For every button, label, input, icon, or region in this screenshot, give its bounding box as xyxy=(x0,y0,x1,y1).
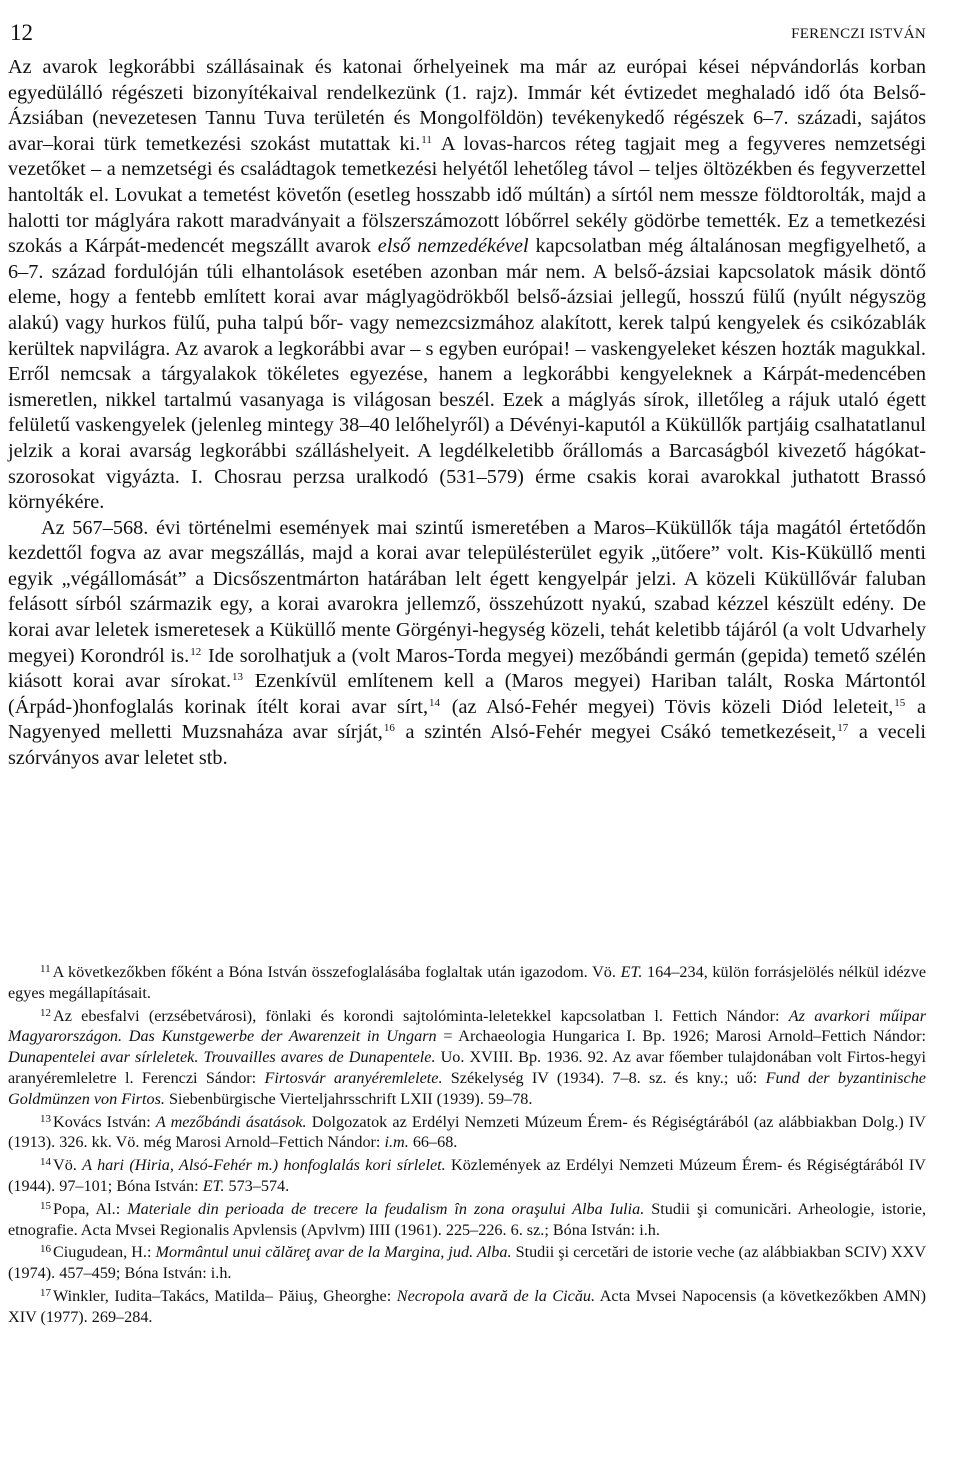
running-head xyxy=(8,18,926,48)
footnote-ref-15[interactable]: 15 xyxy=(894,696,906,709)
footnote-12: $^{12}$ Az ebesfalvi (erzsébetvárosi), fönlaki és korondi sajtolóminta-leletekkel kapcsolatban l. Fettich Nándor: Az avarkori műipar Magyarországon. Das Kunstgewerbe der Awarenzeit in Ungarn = Archaeologia Hungarica I. Bp. 1926; Marosi Arnold–Fettich Nándor: Dunapentelei avar sírleletek. Trouvailles avares de Dunapentele. Uo. XVIII. Bp. 1936. 92. Az avar főember tulajdonában volt Firtos-hegyi aranyéremleletre l. Ferenczi Sándor: Firtosvár aranyéremlelete. Székelység IV (1934). 7–8. sz. és kny.; uő: Fund der byzantinische Goldmünzen von Firtos. Siebenbürgische Vierteljahrsschrift LXII (1939). 59–78. xyxy=(8,1006,926,1108)
body-text xyxy=(8,55,926,772)
footnote-ref-16[interactable]: 16 xyxy=(383,722,395,735)
footnote-ref-11[interactable]: 11 xyxy=(421,133,432,146)
footnote-ref-14[interactable]: 14 xyxy=(429,696,441,709)
footnote-ref-12[interactable]: 12 xyxy=(190,645,202,658)
footnote-14: $^{14}$ Vö. A hari (Hiria, Alsó-Fehér m.) honfoglalás kori sírlelet. Közlemények az Erdélyi Nemzeti Múzeum Érem- és Régiségtárából IV (1944). 97–101; Bóna István: ET. 573–574. xyxy=(8,1156,926,1195)
book-page xyxy=(8,0,926,1466)
footnote-ref-17[interactable]: 17 xyxy=(837,722,849,735)
paragraph-1: Az avarok legkorábbi szállásainak és katonai őrhelyeinek ma már az európai kései népvándorlás korban egyedülálló régészeti bizonyítékaival rendelkezünk (1. rajz). Immár két évtizedet meghaladó idő óta Belső-Ázsiában (nevezetesen Tannu Tuva területén és Mongolföldön) tevékenykedő régészek 6–7. századi, sajátos avar–korai türk temetkezési szokást mutattak ki.$^{11}$ A lovas-harcos réteg tagjait meg a fegyveres nemzetségi vezetőket – a nemzetségi és családtagok temetkezési helyétől lehetőleg távol – teljes öltözékben és fegyverzettel hantolták el. Lovukat a temetést követőn (esetleg hosszabb idő múltán) a sírtól nem messze földtorolták, majd a halotti tor máglyára rakott maradványait a fölszerszámozott lóbőrrel sekély gödörbe temették. Ez a temetkezési szokás a Kárpát-medencét megszállt avarok első nemzedékével kapcsolatban még általánosan megfigyelhető, a 6–7. század fordulóján túli elhantolások esetében azonban már nem. A belső-ázsiai kapcsolatok másik döntő eleme, hogy a fentebb említett korai avar máglyagödrökből belső-ázsiai jellegű, hosszú fülű (nyúlt négyszög alakú) vagy hurkos fülű, puha talpú bőr- vagy nemezcsizmához alakított, kerek talpú kengyelek és csikózablák kerültek napvilágra. Az avarok a legkorábbi avar – s egyben európai! – vaskengyeleket készen hozták magukkal. Erről nemcsak a tárgyalakok tökéletes egyezése, hanem a legkorábbi kengyeleknek a Kárpát-medencében ismeretlen, nikkel tartalmú vasanyaga is világosan beszél. Ezek a máglyás sírok, illetőleg a rájuk utaló égett felületű vaskengyelek (jelenleg mintegy 38–40 lelőhelyről) a Dévényi-kaputól a Küküllők partjáig csalhatatlanul jelzik a korai avarság legkorábbi szálláshelyeit. A legdélkeletibb őrállomás a Barcaságból kivezető hágókat-szorosokat vigyázta. I. Chosrau perzsa uralkodó (531–579) érme csakis korai avarokkal juthatott Brassó környékére. xyxy=(8,56,926,514)
footnote-11: $^{11}$ A következőkben főként a Bóna István összefoglalásába foglaltak után igazodom. Vö. ET. 164–234, külön forrásjelölés nélkül idézve egyes megállapításait. xyxy=(8,963,927,1002)
footnote-13: $^{13}$ Kovács István: A mezőbándi ásatások. Dolgozatok az Erdélyi Nemzeti Múzeum Érem- és Régiségtárából (az alábbiakban Dolg.) IV (1913). 326. kk. Vö. még Marosi Arnold–Fettich Nándor: i.m. 66–68. xyxy=(8,1112,926,1152)
footnote-17: $^{17}$ Winkler, Iudita–Takács, Matilda– Păiuş, Gheorghe: Necropola avară de la Cicău. Acta Mvsei Napocensis (a következőkben AMN) XIV (1977). 269–284. xyxy=(8,1286,926,1326)
running-title: FERENCZI ISTVÁN xyxy=(791,26,926,42)
emphasis: első nemzedékével xyxy=(377,235,529,258)
page-number: 12 xyxy=(10,20,33,45)
paragraph-2: Az 567–568. évi történelmi események mai szintű ismeretében a Maros–Küküllők tája magától értetődőn kezdettől fogva az avar megszállás, majd a korai avar településterület egyik „ütőere” volt. Kis-Küküllő menti egyik „végállomását” a Dicsőszentmárton határában lelt égett kengyelpár jelzi. A közeli Küküllővár faluban felásott sírból származik egy, a korai avarokra jellemző, összehúzott nyakú, szabad kézzel készült edény. De korai avar leletek ismeretesek a Küküllő mente Görgényi-hegység közeli, tehát keletibb tájáról (a volt Udvarhely megyei) Korondról is.$^{12}$ Ide sorolhatjuk a (volt Maros-Torda megyei) mezőbándi germán (gepida) temető szélén kiásott korai avar sírokat.$^{13}$ Ezenkívül említenem kell a (Maros megyei) Hariban talált, Roska Mártontól (Árpád-)honfoglalás korinak ítélt korai avar sírt,$^{14}$ (az Alsó-Fehér megyei) Tövis közeli Diód leleteit,$^{15}$ a Nagyenyed melletti Muzsnaháza avar sírját,$^{16}$ a szintén Alsó-Fehér megyei Csákó temetkezéseit,$^{17}$ a veceli szórványos avar leletet stb. xyxy=(8,516,927,770)
footnote-15: $^{15}$ Popa, Al.: Materiale din perioada de trecere la feudalism în zona oraşului Alba Iulia. Studii şi comunicări. Arheologie, istorie, etnografie. Acta Mvsei Regionalis Apvlensis (Apvlvm) IIII (1961). 225–226. 6. sz.; Bóna István: i.h. xyxy=(8,1199,926,1239)
footnotes xyxy=(8,962,926,1330)
footnote-ref-13[interactable]: 13 xyxy=(232,671,244,684)
footnote-16: $^{16}$ Ciugudean, H.: Mormântul unui călăreţ avar de la Margina, jud. Alba. Studii şi cercetări de istorie veche (az alábbiakban SCIV) XXV (1974). 457–459; Bóna István: i.h. xyxy=(8,1243,927,1283)
